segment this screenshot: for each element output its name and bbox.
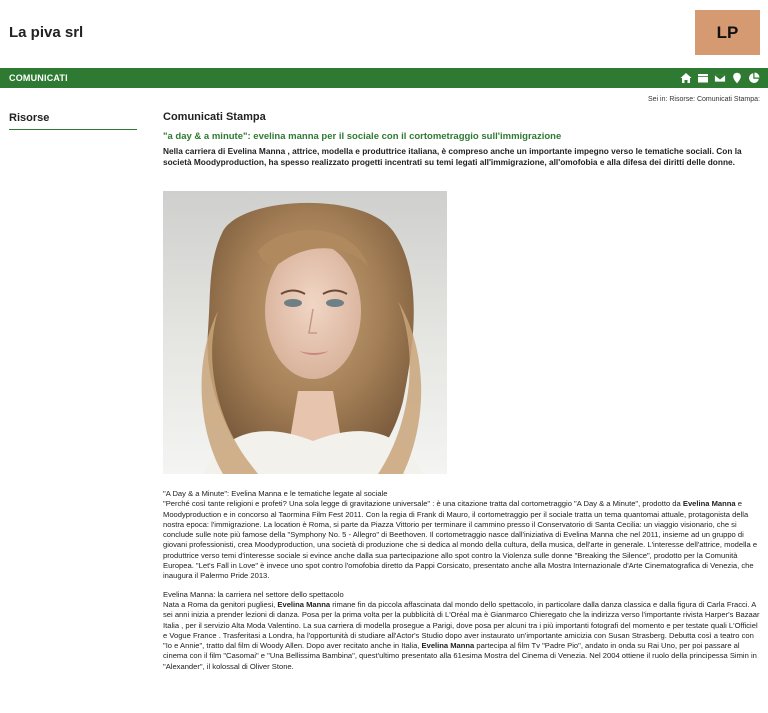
home-icon[interactable] (680, 71, 692, 84)
envelope-icon[interactable] (714, 71, 726, 84)
person-name: Evelina Manna (682, 499, 736, 509)
article-title[interactable]: "a day & a minute": evelina manna per il sociale con il cortometraggio sull'immigrazione (163, 131, 562, 142)
portrait-image (163, 191, 447, 474)
paragraph-heading: "A Day & a Minute": Evelina Manna e le tematiche legate al sociale (163, 489, 388, 498)
person-name: Evelina Manna (421, 641, 475, 651)
main-content (163, 111, 761, 671)
article-lead: Nella carriera di Evelina Manna , attrice, modella e produttrice italiana, è compreso anche un importante impegno verso le tematiche sociali. Con la società Moodyproduction, ha spesso realizzato progetti incentrati su temi legati all'immigrazione, all'omofobia e alla difesa dei diritti delle donne. (163, 146, 742, 167)
paragraph-heading: Evelina Manna: la carriera nel settore dello spettacolo (163, 589, 344, 599)
pie-chart-icon[interactable] (748, 71, 760, 84)
article-photo (163, 191, 447, 474)
breadcrumb: Sei in: Risorse: Comunicati Stampa: (647, 96, 760, 103)
sidebar-title: Risorse (9, 112, 137, 130)
site-title[interactable]: La piva srl (9, 24, 84, 41)
paragraph: "Perché così tante religioni e profeti? Una sola legge di gravitazione universale" : è una citazione tratta dal cortometraggio "A Day & a Minute", prodotto da Evelina Manna e Moodyproduction e in concorso al Taormina Film Fest 2011. Con la regia di Frank di Mauro, il cortometraggio per il sociale tratta un tema quantomai attuale, protagonista della nostra epoca: l'immigrazione. La location è Roma, si parte da Piazza Vittorio per terminare il cammino presso il Conservatorio di Santa Cecilia: un viaggio visionario, che si conclude sulle note più famose della "Symphony No. 5 - Allegro" di Beethoven. Il cortometraggio nasce dall'iniziativa di Evelina Manna che nel 2011, insieme ad un gruppo di giovani professionisti, crea Moodyproduction, una società di produzione che si dedica al mondo della cultura, della musica, dell'arte in generale. L'interesse dell'attrice, modella e produttrice verso temi d'interesse sociale si evince anche dalla sua partecipazione allo spot contro la Violenza sulle donne "Breaking the Silence", prodotto per la Comunità Europea. "Let's Fall in Love" è invece uno spot contro l'omofobia diretto da Pappi Corsicato, presentato anche alla Mostra Internazionale d'Arte Cinematografica di Venezia, che inaugura il Palermo Pride 2013. (163, 499, 758, 581)
map-marker-icon[interactable] (731, 71, 743, 84)
newspaper-icon[interactable] (697, 71, 709, 84)
person-name: Evelina Manna (277, 599, 331, 609)
sidebar (9, 112, 137, 130)
paragraph: Nata a Roma da genitori pugliesi, Evelina Manna rimane fin da piccola affascinata dal mondo dello spettacolo, in particolare dalla danza classica e dalla figura di Carla Fracci. A sei anni inizia a prender lezioni di danza. Posa per la prima volta per la pubblicità di L'Oréal ma è Gianmarco Chieregato che la indirizza verso l'importante rivista Harper's Bazaar Italia , per il servizio Alta Moda Valentino. La sua carriera di modella prosegue a Parigi, dove posa per alcuni tra i più importanti fotografi del momento e per testate quali L'Officiel e Vogue France . Trasferitasi a Londra, ha l'opportunità di studiare all'Actor's Studio dopo aver instaurato un'importante amicizia con Susan Strasberg. Debutta così a teatro con "Io e Annie", tratto dal film di Woody Allen. Dopo aver recitato anche in Italia, Evelina Manna partecipa al film Tv "Padre Pio", andato in onda su Rai Uno, per poi passare al cinema con il film "Casomai" e "Una Bellissima Bambina", quest'ultimo presentato alla 61esima Mostra del Cinema di Venezia. Nel 2004 ottiene il ruolo della principessa Simin in "Alexander", il kolossal di Oliver Stone. (163, 599, 760, 671)
nav-bar (0, 68, 768, 88)
site-header (0, 0, 768, 68)
section-title: Comunicati Stampa (163, 111, 266, 123)
site-logo[interactable]: LP (695, 10, 760, 55)
nav-icons (680, 71, 760, 84)
article-body (163, 489, 763, 672)
nav-section-label[interactable]: COMUNICATI (9, 73, 68, 83)
